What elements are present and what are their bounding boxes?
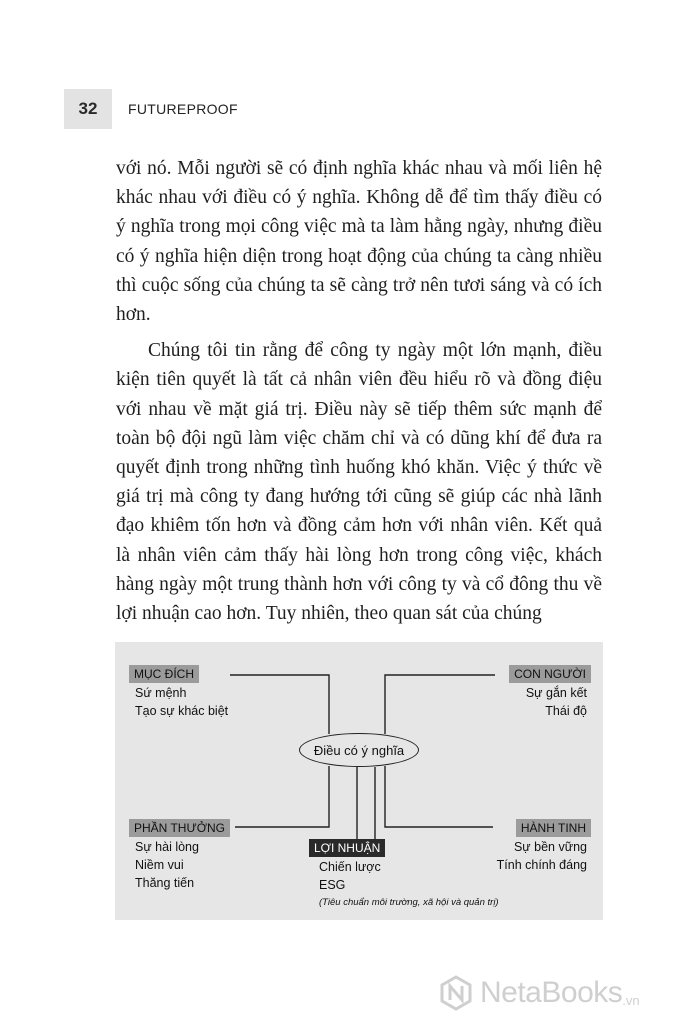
watermark-brand: NetaBooks [480, 976, 623, 1009]
paragraph-2: Chúng tôi tin rằng để công ty ngày một lớn mạnh, điều kiện tiên quyết là tất cả nhân viên đều hiểu rõ và đồng điệu với nhau về mặt giá trị. Điều này sẽ tiếp thêm sức mạnh để toàn bộ đội ngũ làm việc chăm chỉ và có dũng khí để đưa ra quyết định trong những tình huống khó khăn. Việc ý thức về giá trị mà công ty đang hướng tới cũng sẽ giúp các nhà lãnh đạo khiêm tốn hơn và đồng cảm hơn với nhân viên. Kết quả là nhân viên cảm thấy hài lòng hơn trong công việc, khách hàng ngày một trung thành hơn với công ty và cổ đông thu về lợi nhuận cao hơn. Tuy nhiên, theo quan sát của chúng [116, 340, 602, 625]
profit-item-1: Chiến lược [319, 860, 381, 874]
profit-item-2: ESG [319, 878, 346, 892]
center-ellipse: Điều có ý nghĩa [299, 733, 419, 767]
paragraph-1: với nó. Mỗi người sẽ có định nghĩa khác nhau và mối liên hệ khác nhau với điều có ý nghĩa. Không dễ để tìm thấy điều có ý nghĩa trong mọi công việc mà ta làm hằng ngày, nhưng điều có ý nghĩa hiện diện trong hoạt động của chúng ta càng nhiều thì cuộc sống của chúng ta sẽ càng trở nên tươi sáng và có ích hơn. [116, 158, 602, 326]
rewards-header: PHẦN THƯỞNG [129, 819, 230, 837]
connector-people [385, 675, 495, 734]
page-number: 32 [64, 89, 112, 129]
netabooks-n-logo-icon [438, 975, 474, 1011]
rewards-item-1: Sự hài lòng [135, 840, 199, 854]
rewards-item-3: Thăng tiến [135, 876, 195, 890]
planet-item-2: Tính chính đáng [496, 858, 587, 872]
body-text [116, 154, 602, 628]
people-item-1: Sự gắn kết [525, 686, 587, 700]
connector-purpose [230, 675, 329, 734]
meaning-diagram [115, 642, 603, 920]
people-item-2: Thái độ [545, 704, 587, 718]
purpose-item-1: Sứ mệnh [135, 686, 187, 700]
purpose-header: MỤC ĐÍCH [129, 665, 199, 683]
profit-note: (Tiêu chuẩn môi trường, xã hội và quản trị) [319, 897, 499, 908]
people-header: CON NGƯỜI [509, 665, 591, 683]
netabooks-watermark [438, 972, 678, 1014]
planet-item-1: Sự bền vững [513, 840, 587, 854]
connector-planet [385, 766, 493, 827]
profit-header: LỢI NHUẬN [309, 839, 385, 857]
purpose-item-2: Tạo sự khác biệt [135, 704, 229, 718]
planet-header: HÀNH TINH [516, 819, 591, 837]
running-title: FUTUREPROOF [128, 101, 238, 117]
watermark-suffix: .vn [622, 992, 640, 1008]
rewards-item-2: Niềm vui [135, 858, 184, 872]
connector-rewards [235, 766, 329, 827]
